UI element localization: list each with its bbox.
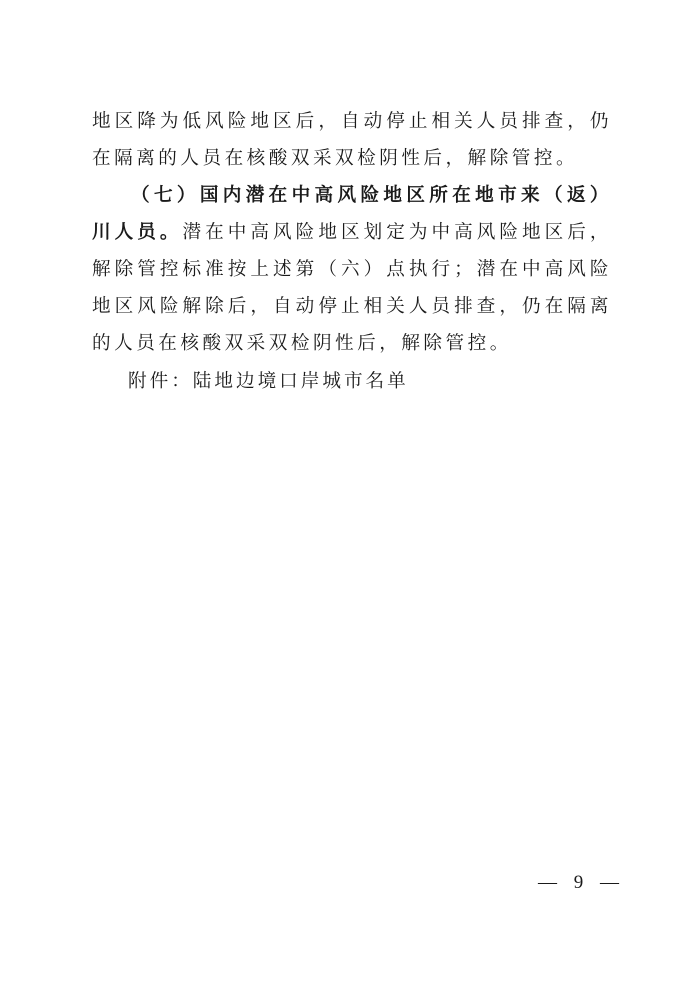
- paragraph-2-heading: （七）国内潜在中高风险地区所在地市来（返）川人员。: [92, 185, 612, 243]
- paragraph-2-body: 潜在中高风险地区划定为中高风险地区后，解除管控标准按上述第（六）点执行；潜在中高风险地区风险解除后，自动停止相关人员排查，仍在隔离的人员在核酸双采双检阴性后，解除管控。: [92, 222, 612, 354]
- paragraph-2: [92, 177, 612, 362]
- paragraph-1: 地区降为低风险地区后，自动停止相关人员排查，仍在隔离的人员在核酸双采双检阴性后，解除管控。: [92, 111, 612, 169]
- attachment-line: 附件：陆地边境口岸城市名单: [128, 371, 409, 392]
- page-number: — 9 —: [538, 872, 625, 893]
